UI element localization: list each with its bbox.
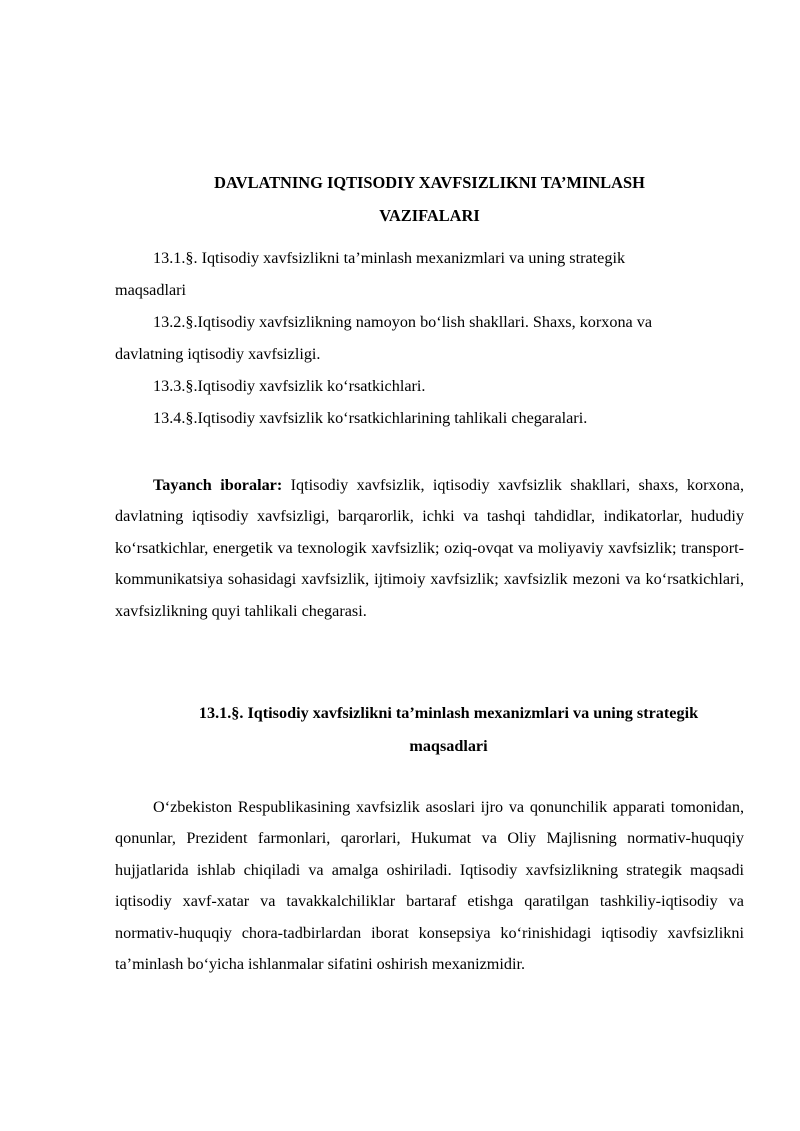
body-paragraph: O‘zbekiston Respublikasining xavfsizlik asoslari ijro va qonunchilik apparati tomonidan, qonunlar, Prezident farmonlari, qarorlari, Hukumat va Oliy Majlisning normativ-huquqiy hujjatlarida ishlab chiqiladi va amalga oshiriladi. Iqtisodiy xavfsizlikning strategik maqsadi iqtisodiy xavf-xatar va tavakkalchiliklar bartaraf etishga qaratilgan tashkiliy-iqtisodiy va normativ-huquqiy chora-tadbirlardan iborat konsepsiya ko‘rinishidagi iqtisodiy xavfsizlikni ta’minlash bo‘yicha ishlanmalar sifatini oshirish mexanizmidir.: [115, 798, 744, 974]
toc-item-3: 13.3.§.Iqtisodiy xavfsizlik ko‘rsatkichlari.: [153, 377, 426, 395]
toc-item-2: 13.2.§.Iqtisodiy xavfsizlikning namoyon bo‘lish shakllari. Shaxs, korxona va: [153, 313, 653, 331]
toc-list: [115, 242, 744, 434]
keywords-text: Iqtisodiy xavfsizlik, iqtisodiy xavfsizlik shakllari, shaxs, korxona, davlatning iqtisodiy xavfsizligi, barqarorlik, ichki va tashqi tahdidlar, indikatorlar, hududiy ko‘rsatkichlar, energetik va texnologik xavfsizlik; oziq-ovqat va moliyaviy xavfsizlik; transport-kommunikatsiya sohasidagi xavfsizlik, ijtimoiy xavfsizlik; xavfsizlik mezoni va ko‘rsatkichlari, xavfsizlikning quyi tahlikali chegarasi.: [115, 476, 744, 620]
toc-item-1: 13.1.§. Iqtisodiy xavfsizlikni ta’minlash mexanizmlari va uning strategik: [153, 249, 626, 267]
toc-item-2-continuation: davlatning iqtisodiy xavfsizligi.: [115, 345, 321, 363]
section-title-line-2: maqsadlari: [409, 737, 488, 755]
section-title-line-1: 13.1.§. Iqtisodiy xavfsizlikni ta’minlash mexanizmlari va uning strategik: [198, 704, 699, 722]
toc-item-1-continuation: maqsadlari: [115, 281, 187, 299]
keywords-label: Tayanch iboralar:: [153, 476, 283, 494]
page-title-line-1: DAVLATNING IQTISODIY XAVFSIZLIKNI TA’MINLASH: [214, 173, 645, 192]
page-title-line-2: VAZIFALARI: [379, 206, 480, 225]
keywords-paragraph: [115, 470, 744, 627]
toc-item-4: 13.4.§.Iqtisodiy xavfsizlik ko‘rsatkichlarining tahlikali chegaralari.: [153, 409, 588, 427]
